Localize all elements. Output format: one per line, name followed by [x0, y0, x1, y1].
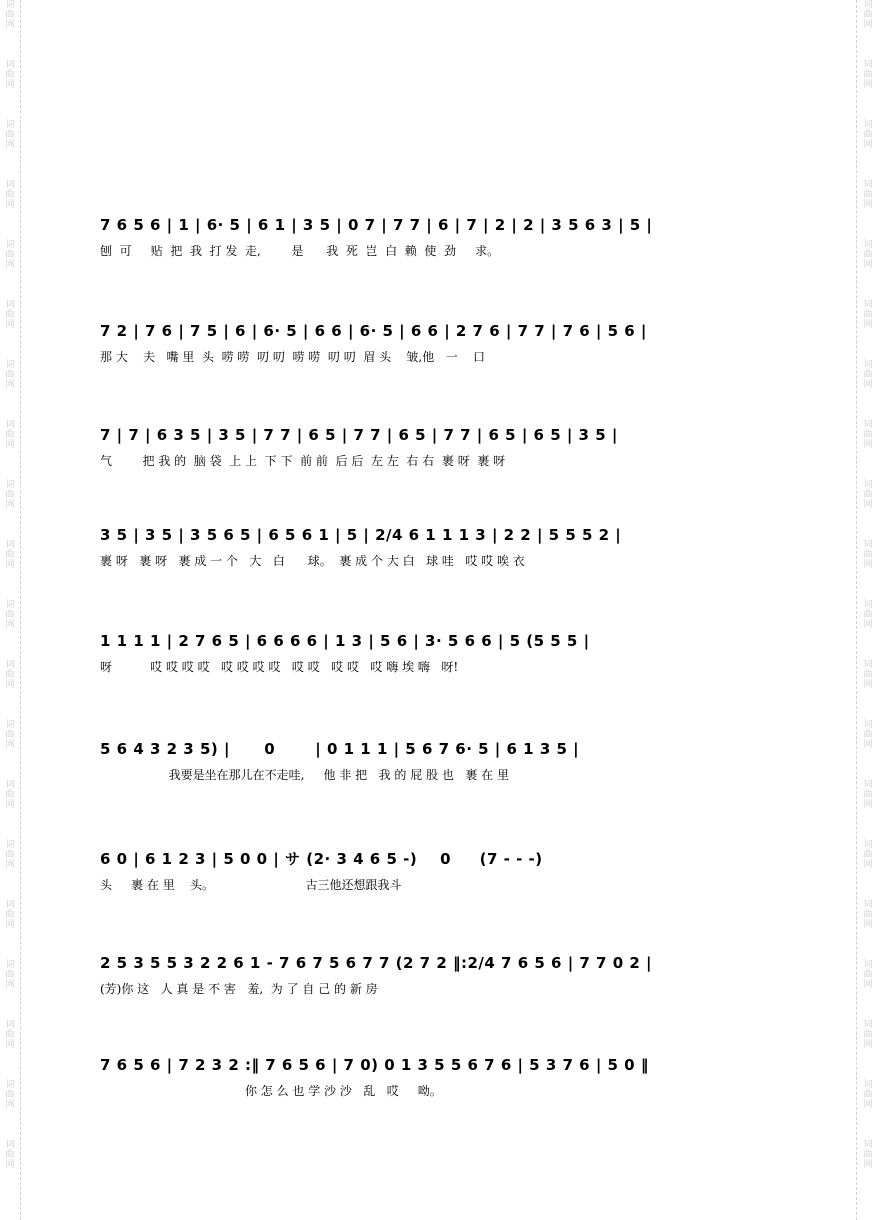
watermark-text: 词 曲 网: [5, 840, 15, 870]
watermark-text: 词 曲 网: [863, 360, 873, 390]
watermark-text: 词 曲 网: [863, 600, 873, 630]
watermark-text: 词 曲 网: [863, 1020, 873, 1050]
watermark-text: 词 曲 网: [863, 300, 873, 330]
watermark-text: 词 曲 网: [5, 780, 15, 810]
watermark-text: 词 曲 网: [863, 900, 873, 930]
watermark-text: 词 曲 网: [5, 60, 15, 90]
lyrics-line: 我要是坐在那儿在不走哇, 他 非 把 我 的 屁 股 也 裹 在 里: [100, 768, 509, 782]
watermark-text: 词 曲 网: [863, 480, 873, 510]
notation-line: 5 6 4 3 2 3 5) | 0 | 0 1 1 1 | 5 6 7 6· 5 | 6 1 3 5 |: [100, 740, 580, 758]
watermark-text: 词 曲 网: [5, 240, 15, 270]
watermark-text: 词 曲 网: [863, 540, 873, 570]
notation-line: 7 6 5 6 | 7 2 3 2 :‖ 7 6 5 6 | 7 0) 0 1 3 5 5 6 7 6 | 5 3 7 6 | 5 0 ‖: [100, 1056, 649, 1074]
watermark-text: 词 曲 网: [863, 780, 873, 810]
lyrics-line: 头 裹 在 里 头。 古三他还想跟我斗: [100, 878, 402, 892]
watermark-text: 词 曲 网: [863, 120, 873, 150]
notation-line: 2 5 3 5 5 3 2 2 6 1 - 7 6 7 5 6 7 7 (2 7 2 ‖:2/4 7 6 5 6 | 7 7 0 2 |: [100, 954, 653, 972]
watermark-text: 词 曲 网: [5, 540, 15, 570]
watermark-text: 词 曲 网: [5, 960, 15, 990]
watermark-text: 词 曲 网: [5, 0, 15, 30]
watermark-text: 词 曲 网: [5, 600, 15, 630]
watermark-text: 词 曲 网: [863, 60, 873, 90]
notation-line: 1 1 1 1 | 2 7 6 5 | 6 6 6 6 | 1 3 | 5 6 | 3· 5 6 6 | 5 (5 5 5 |: [100, 632, 590, 650]
watermark-text: 词 曲 网: [863, 0, 873, 30]
watermark-text: 词 曲 网: [863, 660, 873, 690]
watermark-text: 词 曲 网: [863, 840, 873, 870]
watermark-text: 词 曲 网: [5, 360, 15, 390]
watermark-text: 词 曲 网: [863, 180, 873, 210]
watermark-text: 词 曲 网: [863, 240, 873, 270]
watermark-text: 词 曲 网: [863, 960, 873, 990]
lyrics-line: (芳)你 这 人 真 是 不 害 羞, 为 了 自 己 的 新 房: [100, 982, 378, 996]
lyrics-line: 裹 呀 裹 呀 裹 成 一 个 大 白 球。 裹 成 个 大 白 球 哇 哎 哎 唉 衣: [100, 554, 525, 568]
lyrics-line: 你 怎 么 也 学 沙 沙 乱 哎 呦。: [100, 1084, 442, 1098]
notation-line: 7 6 5 6 | 1 | 6· 5 | 6 1 | 3 5 | 0 7 | 7 7 | 6 | 7 | 2 | 2 | 3 5 6 3 | 5 |: [100, 216, 653, 234]
watermark-text: 词 曲 网: [5, 720, 15, 750]
lyrics-line: 气 把 我 的 脑 袋 上 上 下 下 前 前 后 后 左 左 右 右 裹 呀 裹 呀: [100, 454, 506, 468]
left-margin-watermark-strip: [0, 0, 21, 1220]
watermark-text: 词 曲 网: [5, 480, 15, 510]
watermark-text: 词 曲 网: [863, 1080, 873, 1110]
watermark-text: 词 曲 网: [5, 1080, 15, 1110]
watermark-text: 词 曲 网: [5, 300, 15, 330]
notation-line: 6 0 | 6 1 2 3 | 5 0 0 | サ (2· 3 4 6 5 -) 0 (7 - - -): [100, 850, 543, 868]
lyrics-line: 呀 哎 哎 哎 哎 哎 哎 哎 哎 哎 哎 哎 哎 哎 嗨 埃 嗨 呀!: [100, 660, 459, 674]
notation-line: 7 | 7 | 6 3 5 | 3 5 | 7 7 | 6 5 | 7 7 | 6 5 | 7 7 | 6 5 | 6 5 | 3 5 |: [100, 426, 618, 444]
right-margin-watermark-strip: [856, 0, 877, 1220]
watermark-text: 词 曲 网: [863, 1140, 873, 1170]
watermark-text: 词 曲 网: [5, 1140, 15, 1170]
lyrics-line: 那 大 夫 嘴 里 头 唠 唠 叨 叨 唠 唠 叨 叨 眉 头 皱,他 一 口: [100, 350, 485, 364]
watermark-text: 词 曲 网: [5, 180, 15, 210]
watermark-text: 词 曲 网: [5, 900, 15, 930]
watermark-text: 词 曲 网: [5, 1020, 15, 1050]
notation-line: 7 2 | 7 6 | 7 5 | 6 | 6· 5 | 6 6 | 6· 5 | 6 6 | 2 7 6 | 7 7 | 7 6 | 5 6 |: [100, 322, 647, 340]
watermark-text: 词 曲 网: [863, 420, 873, 450]
notation-line: 3 5 | 3 5 | 3 5 6 5 | 6 5 6 1 | 5 | 2/4 6 1 1 1 3 | 2 2 | 5 5 5 2 |: [100, 526, 622, 544]
lyrics-line: 刨 可 贴 把 我 打 发 走, 是 我 死 岂 白 赖 使 劲 求。: [100, 244, 500, 258]
watermark-text: 词 曲 网: [5, 120, 15, 150]
watermark-text: 词 曲 网: [863, 720, 873, 750]
watermark-text: 词 曲 网: [5, 420, 15, 450]
watermark-text: 词 曲 网: [5, 660, 15, 690]
